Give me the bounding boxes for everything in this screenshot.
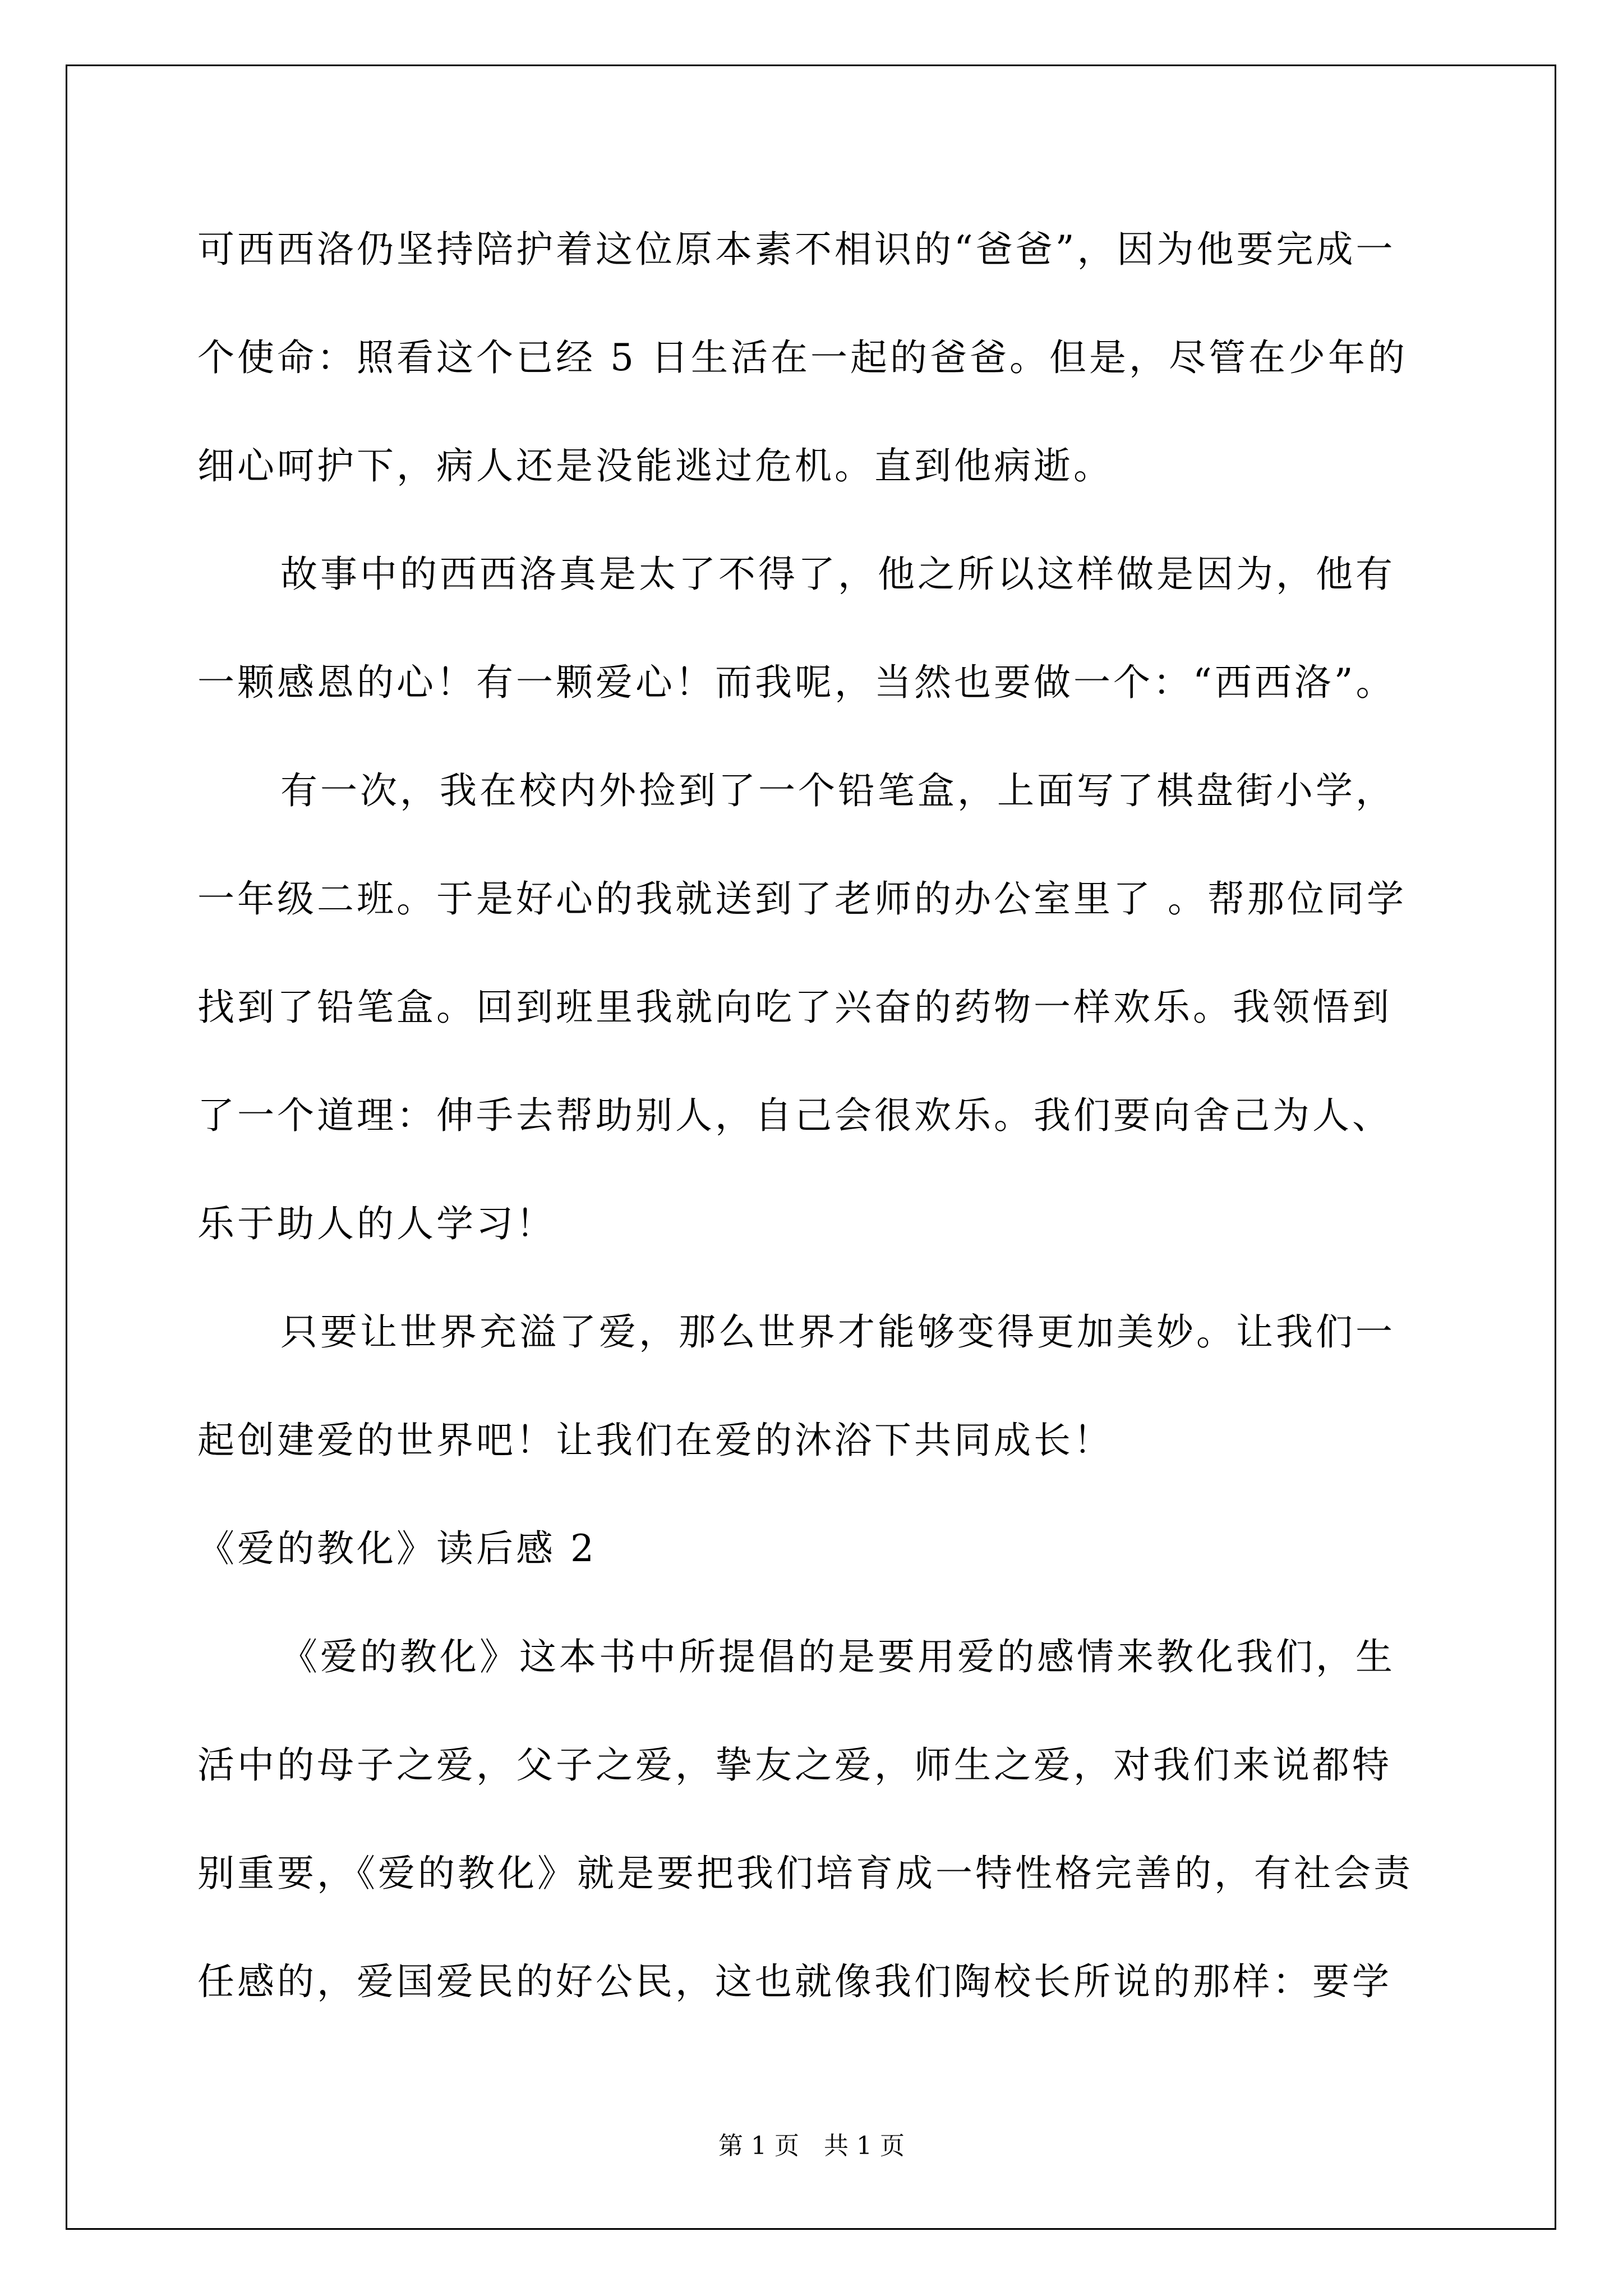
page-border <box>66 65 1556 2230</box>
page-footer: 第 1 页 共 1 页 <box>718 2132 905 2160</box>
body-line-15: 活中的母子之爱，父子之爱，挚友之爱，师生之爱，对我们来说都特 <box>197 1743 1392 1787</box>
body-line-9: 了一个道理：伸手去帮助别人，自己会很欢乐。我们要向舍己为人、 <box>197 1094 1392 1137</box>
body-line-12: 起创建爱的世界吧！让我们在爱的沐浴下共同成长！ <box>197 1419 1113 1462</box>
body-line-8: 找到了铅笔盒。回到班里我就向吃了兴奋的药物一样欢乐。我领悟到 <box>197 986 1392 1029</box>
paragraph-start-line: 有一次，我在校内外捡到了一个铅笔盒，上面写了棋盘街小学， <box>280 769 1395 812</box>
paragraph-start-line: 只要让世界充溢了爱，那么世界才能够变得更加美妙。让我们一 <box>280 1310 1395 1354</box>
paragraph-start-line: 《爱的教化》这本书中所提倡的是要用爱的感情来教化我们，生 <box>280 1635 1395 1678</box>
body-line-10: 乐于助人的人学习！ <box>197 1202 556 1245</box>
body-line-3: 细心呵护下，病人还是没能逃过危机。直到他病逝。 <box>197 444 1113 487</box>
body-line-7: 一年级二班。于是好心的我就送到了老师的办公室里了 。帮那位同学 <box>197 877 1407 921</box>
body-line-1: 可西西洛仍坚持陪护着这位原本素不相识的“爸爸”，因为他要完成一 <box>197 228 1396 271</box>
paragraph-start-line: 故事中的西西洛真是太了不得了，他之所以这样做是因为，他有 <box>280 553 1395 596</box>
body-line-2: 个使命：照看这个已经 5 日生活在一起的爸爸。但是，尽管在少年的 <box>197 336 1408 379</box>
body-line-16: 别重要，《爱的教化》就是要把我们培育成一特性格完善的，有社会责 <box>197 1852 1413 1895</box>
section-heading: 《爱的教化》读后感 2 <box>197 1527 597 1570</box>
body-line-17: 任感的，爱国爱民的好公民，这也就像我们陶校长所说的那样：要学 <box>197 1960 1392 2003</box>
body-line-5: 一颗感恩的心！有一颗爱心！而我呢，当然也要做一个：“西西洛”。 <box>197 661 1396 704</box>
